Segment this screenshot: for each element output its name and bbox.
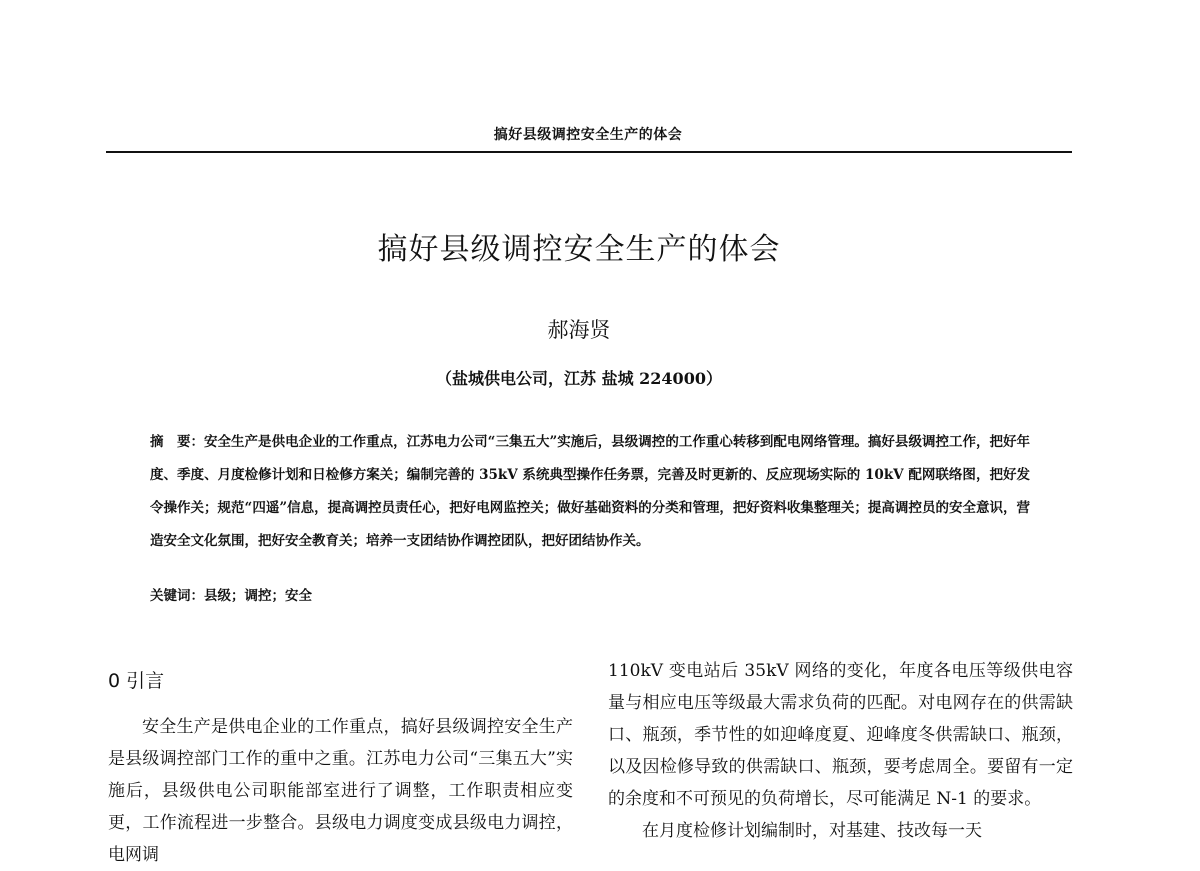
keywords-text: 县级；调控；安全 bbox=[204, 588, 312, 604]
intro-paragraph: 安全生产是供电企业的工作重点，搞好县级调控安全生产是县级调控部门工作的重中之重。江苏电力公司“三集五大”实施后，县级供电公司职能部室进行了调整，工作职责相应变更，工作流程进一步整合。县级电力调度变成县级电力调控，电网调 bbox=[108, 717, 573, 865]
body-paragraph-continued: 110kV 变电站后 35kV 网络的变化，年度各电压等级供电容量与相应电压等级最大需求负荷的匹配。对电网存在的供需缺口、瓶颈，季节性的如迎峰度夏、迎峰度冬供需缺口、瓶颈，以及因检修导致的供需缺口、瓶颈，要考虑周全。要留有一定的余度和不可预见的负荷增长，尽可能满足 N-1 的要求。 bbox=[608, 661, 1073, 809]
abstract-label: 摘 要： bbox=[150, 434, 205, 450]
left-column bbox=[108, 655, 573, 871]
section-heading-introduction: 0 引言 bbox=[108, 670, 165, 692]
keywords-label: 关键词： bbox=[150, 588, 204, 604]
header-rule bbox=[106, 151, 1072, 153]
author-name: 郝海贤 bbox=[547, 318, 611, 342]
article-title: 搞好县级调控安全生产的体会 bbox=[377, 232, 781, 267]
right-column bbox=[608, 655, 1073, 847]
body-paragraph-monthly-plan: 在月度检修计划编制时，对基建、技改每一天 bbox=[642, 821, 982, 841]
running-header: 搞好县级调控安全生产的体会 bbox=[493, 127, 683, 143]
keywords bbox=[150, 585, 1030, 607]
abstract-text: 安全生产是供电企业的工作重点，江苏电力公司“三集五大”实施后，县级调控的工作重心转移到配电网络管理。搞好县级调控工作，把好年度、季度、月度检修计划和日检修方案关；编制完善的 35kV 系统典型操作任务票，完善及时更新的、反应现场实际的 10kV 配网联络图，把好发令操作关；规范“四遥”信息，提高调控员责任心，把好电网监控关；做好基础资料的分类和管理，把好资料收集整理关；提高调控员的安全意识，营造安全文化氛围，把好安全教育关；培养一支团结协作调控团队，把好团结协作关。 bbox=[150, 434, 1030, 549]
author-affiliation: （盐城供电公司，江苏 盐城 224000） bbox=[436, 369, 722, 388]
abstract bbox=[150, 426, 1030, 558]
